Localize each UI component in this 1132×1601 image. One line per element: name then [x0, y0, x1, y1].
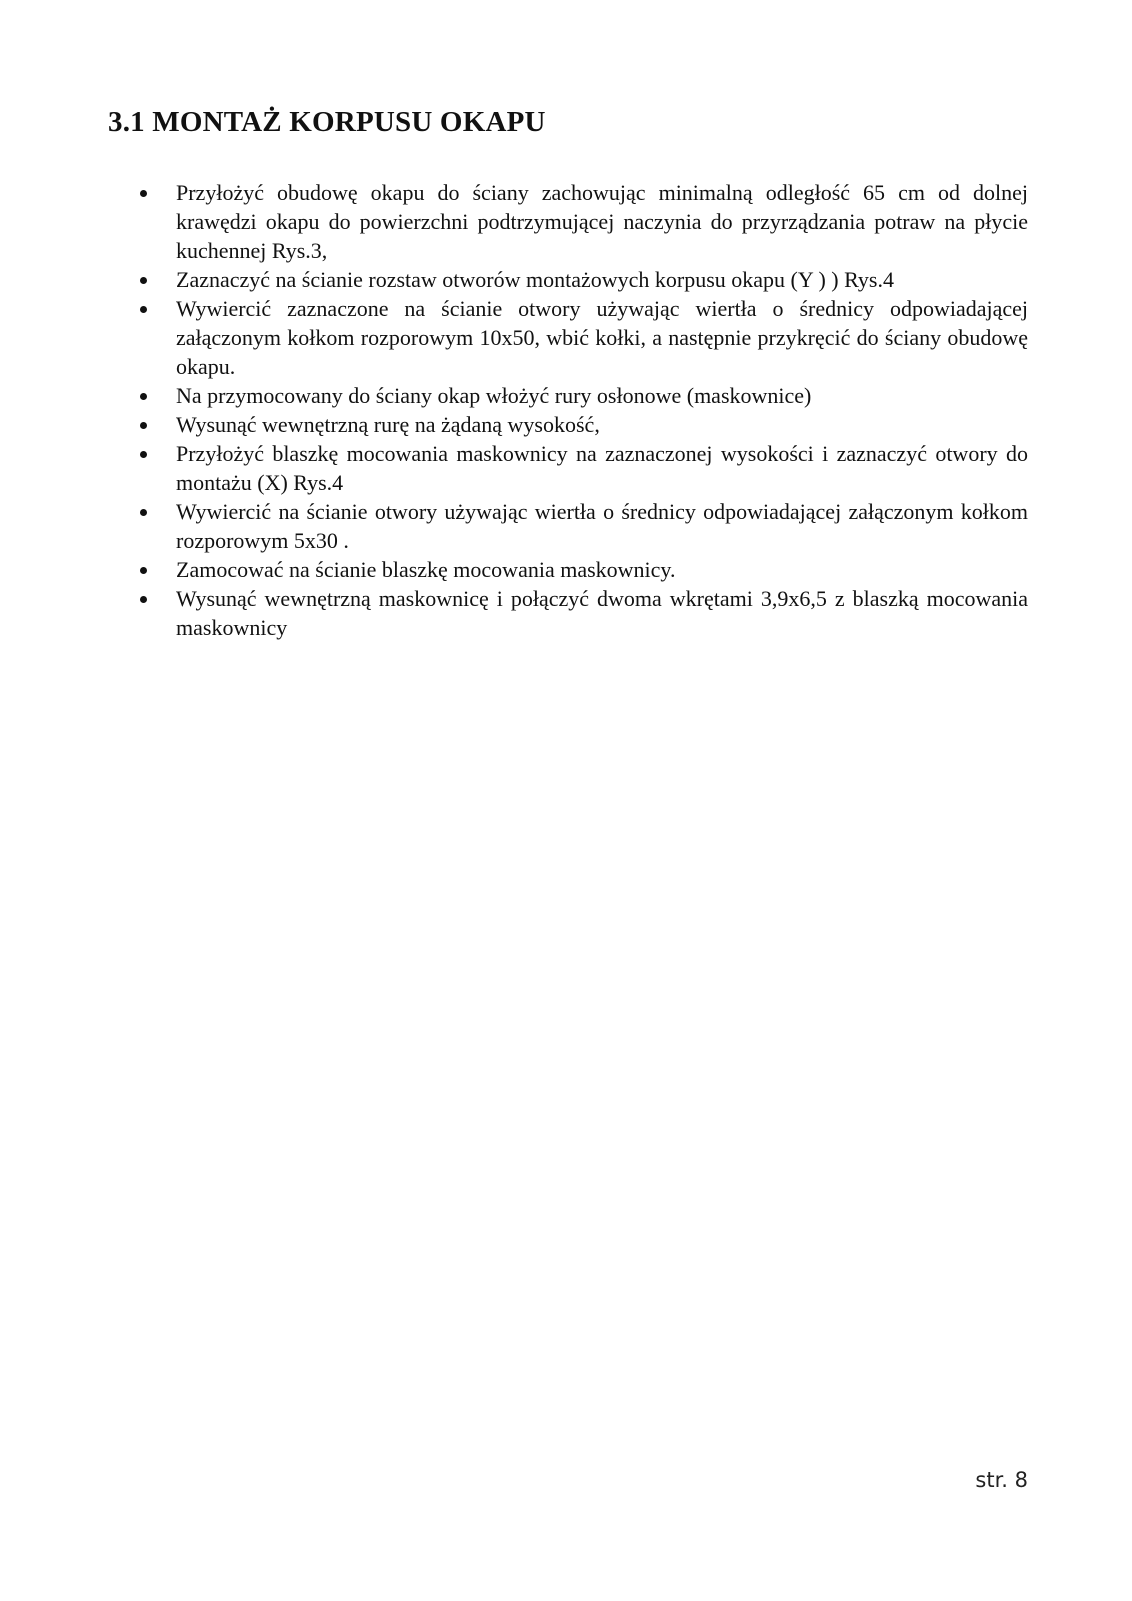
bullet-icon — [140, 509, 147, 516]
bullet-icon — [140, 596, 147, 603]
bullet-icon — [140, 277, 147, 284]
bullet-icon — [140, 422, 147, 429]
list-item — [140, 381, 1028, 410]
list-item — [140, 410, 1028, 439]
step-text: Na przymocowany do ściany okap włożyć rury osłonowe (maskownice) — [176, 383, 812, 408]
page-number: str. 8 — [975, 1468, 1028, 1492]
list-item — [140, 555, 1028, 584]
list-item — [140, 178, 1028, 265]
bullet-icon — [140, 306, 147, 313]
step-text: Przyłożyć obudowę okapu do ściany zachowując minimalną odległość 65 cm od dolnej krawędzi okapu do powierzchni podtrzymującej naczynia do przyrządzania potraw na płycie kuchennej Rys.3, — [176, 180, 1028, 263]
step-text: Zaznaczyć na ścianie rozstaw otworów montażowych korpusu okapu (Y ) ) Rys.4 — [176, 267, 894, 292]
step-text: Wywiercić zaznaczone na ścianie otwory używając wiertła o średnicy odpowiadającej załączonym kołkom rozporowym 10x50, wbić kołki, a następnie przykręcić do ściany obudowę okapu. — [176, 296, 1028, 379]
step-text: Wysunąć wewnętrzną maskownicę i połączyć dwoma wkrętami 3,9x6,5 z blaszką mocowania maskownicy — [176, 586, 1028, 640]
step-text: Wysunąć wewnętrzną rurę na żądaną wysokość, — [176, 412, 600, 437]
step-text: Wywiercić na ścianie otwory używając wiertła o średnicy odpowiadającej załączonym kołkom rozporowym 5x30 . — [176, 499, 1028, 553]
list-item — [140, 265, 1028, 294]
section-heading: 3.1 MONTAŻ KORPUSU OKAPU — [108, 106, 546, 138]
bullet-icon — [140, 451, 147, 458]
bullet-icon — [140, 393, 147, 400]
bullet-icon — [140, 190, 147, 197]
step-text: Zamocować na ścianie blaszkę mocowania maskownicy. — [176, 557, 676, 582]
list-item — [140, 584, 1028, 642]
list-item — [140, 294, 1028, 381]
list-item — [140, 497, 1028, 555]
bullet-icon — [140, 567, 147, 574]
list-item — [140, 439, 1028, 497]
installation-steps-list — [140, 178, 1028, 642]
step-text: Przyłożyć blaszkę mocowania maskownicy na zaznaczonej wysokości i zaznaczyć otwory do montażu (X) Rys.4 — [176, 441, 1028, 495]
